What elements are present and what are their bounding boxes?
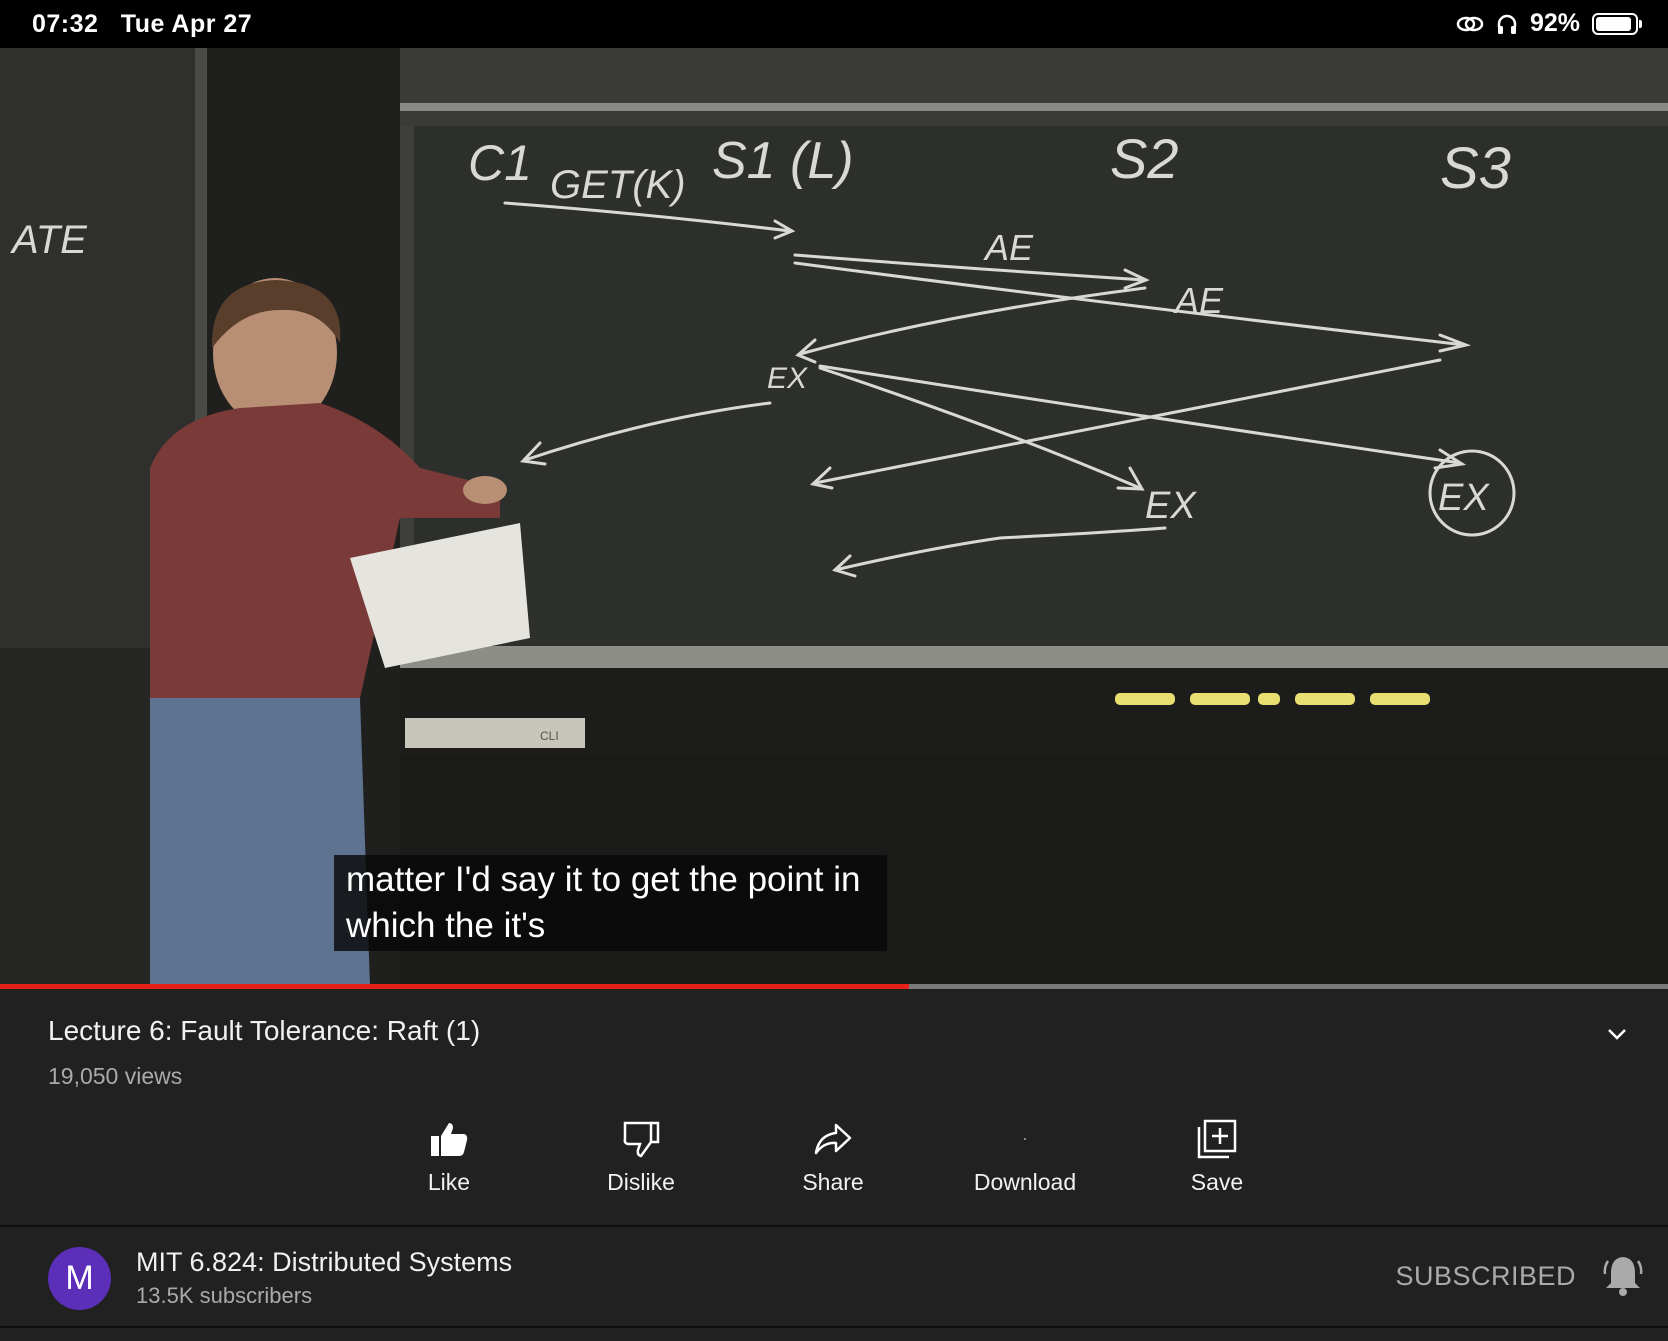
notification-bell-icon[interactable] (1602, 1253, 1644, 1297)
closed-caption: matter I'd say it to get the point in which the it's (334, 855, 887, 951)
channel-name[interactable]: MIT 6.824: Distributed Systems (136, 1247, 513, 1277)
board-text-ex-s2: EX (1145, 485, 1196, 527)
video-frame (0, 48, 1668, 986)
bottom-divider (0, 1326, 1668, 1328)
battery-icon (1592, 13, 1638, 35)
download-button[interactable]: Download (940, 1119, 1110, 1196)
link-icon (1456, 14, 1484, 34)
status-bar (0, 0, 1668, 48)
status-indicators (1456, 9, 1638, 38)
video-player[interactable] (0, 48, 1668, 986)
chalk-box-label: CLI (540, 729, 559, 743)
subscriber-count: 13.5K subscribers (136, 1283, 313, 1308)
download-icon (1005, 1119, 1045, 1159)
chevron-down-icon[interactable] (1606, 1023, 1628, 1045)
channel-row[interactable] (0, 1227, 1668, 1327)
avatar[interactable]: M (48, 1247, 111, 1310)
thumbs-up-icon (429, 1119, 469, 1159)
board-text-c1: C1 (468, 135, 532, 191)
board-text-ae-1: AE (985, 227, 1034, 268)
board-text-ae-2: AE (1175, 280, 1224, 321)
board-text-s2: S2 (1110, 127, 1179, 190)
save-button[interactable]: Save (1132, 1119, 1302, 1196)
board-text-left: ATE (12, 218, 87, 262)
status-time: 07:32 Tue Apr 27 (32, 10, 253, 38)
share-button[interactable]: Share (748, 1119, 918, 1196)
headphones-icon (1496, 13, 1518, 35)
subscribed-button[interactable]: SUBSCRIBED (1395, 1261, 1576, 1291)
action-bar (0, 1119, 1668, 1229)
video-title[interactable]: Lecture 6: Fault Tolerance: Raft (1) (48, 1015, 481, 1046)
board-text-s1: S1 (L) (712, 132, 854, 190)
share-icon (812, 1119, 854, 1159)
board-text-ex-s1: EX (767, 362, 808, 395)
video-progress-bar[interactable] (0, 984, 1668, 989)
view-count: 19,050 views (48, 1063, 183, 1089)
board-text-s3: S3 (1440, 136, 1511, 201)
battery-percent: 92% (1529, 9, 1580, 37)
progress-played (0, 984, 909, 989)
thumbs-down-icon (621, 1119, 661, 1159)
board-text-ex-s3: EX (1438, 477, 1489, 519)
dislike-button[interactable]: Dislike (556, 1119, 726, 1196)
board-text-get: GET(K) (550, 163, 686, 207)
like-button[interactable]: Like (364, 1119, 534, 1196)
save-playlist-icon (1197, 1119, 1237, 1159)
